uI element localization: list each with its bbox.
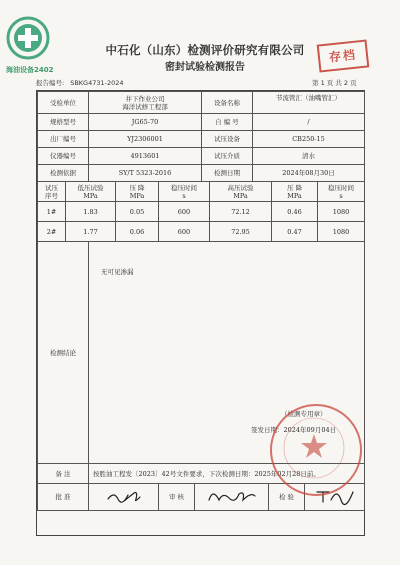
col-header-pressure-drop: 压 降 MPa xyxy=(272,182,318,202)
cell-pressure-drop: 0.06 xyxy=(116,222,159,242)
info-row xyxy=(38,165,365,182)
info-label: 检测依据 xyxy=(38,165,89,182)
cell-hold-time: 600 xyxy=(159,202,210,222)
cell-pressure-drop: 0.47 xyxy=(272,222,318,242)
info-label: 设备名称 xyxy=(202,92,253,114)
cell-hold-time: 600 xyxy=(159,222,210,242)
cell-hold-time: 1080 xyxy=(318,202,365,222)
test-results-table xyxy=(37,181,365,242)
cell-seq: 2# xyxy=(38,222,66,242)
report-number-label: 报告编号: xyxy=(36,79,65,87)
info-value: 清水 xyxy=(253,148,365,165)
info-value: JG65-70 xyxy=(89,114,202,131)
report-number-value: SBKG4731-2024 xyxy=(70,79,124,87)
info-label: 受检单位 xyxy=(38,92,89,114)
info-label: 检测日期 xyxy=(202,165,253,182)
col-header-hold-time: 稳压时间 s xyxy=(318,182,365,202)
info-label: 规格型号 xyxy=(38,114,89,131)
report-company-title: 中石化（山东）检测评价研究有限公司 xyxy=(105,43,305,57)
report-number xyxy=(36,78,124,87)
results-header-row xyxy=(38,182,365,202)
approver-signature xyxy=(89,484,159,511)
cell-pressure-drop: 0.05 xyxy=(116,202,159,222)
info-value: 节流管汇（油嘴管汇） xyxy=(253,92,365,114)
col-header-hold-time: 稳压时间 s xyxy=(159,182,210,202)
remarks-text: 按胜油工程发〔2023〕42号文件要求，下次检测日期：2025年02月28日前。 xyxy=(89,464,365,484)
inspect-label: 检 验 xyxy=(269,484,305,511)
page-info: 第 1 页 共 2 页 xyxy=(312,79,357,87)
info-value: 4913601 xyxy=(89,148,202,165)
cell-high-pressure: 72.12 xyxy=(210,202,272,222)
info-label: 仪器编号 xyxy=(38,148,89,165)
cell-pressure-drop: 0.46 xyxy=(272,202,318,222)
official-seal-icon xyxy=(270,404,362,496)
approve-label: 批 准 xyxy=(38,484,89,511)
info-label: 出厂编号 xyxy=(38,131,89,148)
info-label: 试压设备 xyxy=(202,131,253,148)
cell-seq: 1# xyxy=(38,202,66,222)
table-row xyxy=(38,222,365,242)
info-value: YJ2306001 xyxy=(89,131,202,148)
report-subtitle: 密封试验检测报告 xyxy=(165,62,245,73)
info-label: 自 编 号 xyxy=(202,114,253,131)
cell-low-pressure: 1.77 xyxy=(66,222,116,242)
info-label: 试压介质 xyxy=(202,148,253,165)
seal-label: （检测专用章） xyxy=(281,410,327,418)
table-row xyxy=(38,202,365,222)
col-header-high-pressure: 高压试验 MPa xyxy=(210,182,272,202)
issue-date: 签发日期：2024年09月04日 xyxy=(251,426,337,434)
col-header-pressure-drop: 压 降 MPa xyxy=(116,182,159,202)
info-row xyxy=(38,148,365,165)
info-row xyxy=(38,114,365,131)
info-value: CB250-15 xyxy=(253,131,365,148)
cell-hold-time: 1080 xyxy=(318,222,365,242)
equipment-info-table xyxy=(37,91,365,182)
info-value: 2024年08月30日 xyxy=(253,165,365,182)
cell-high-pressure: 72.95 xyxy=(210,222,272,242)
company-logo xyxy=(4,14,52,62)
col-header-low-pressure: 低压试验 MPa xyxy=(66,182,116,202)
conclusion-text: 无可见渗漏 xyxy=(101,268,134,276)
conclusion-label: 检测结论 xyxy=(38,242,89,464)
col-header-seq: 试压 序号 xyxy=(38,182,66,202)
reviewer-signature xyxy=(195,484,269,511)
info-row xyxy=(38,92,365,114)
archive-stamp: 存档 xyxy=(317,39,370,72)
remarks-label: 备 注 xyxy=(38,464,89,484)
info-value: / xyxy=(253,114,365,131)
info-value: 井下作业公司 海洋试修工程部 xyxy=(89,92,202,114)
logo-caption: 海油设备2402 xyxy=(6,66,54,74)
cell-low-pressure: 1.83 xyxy=(66,202,116,222)
review-label: 审 核 xyxy=(159,484,195,511)
info-value: SY/T 5323-2016 xyxy=(89,165,202,182)
info-row xyxy=(38,131,365,148)
